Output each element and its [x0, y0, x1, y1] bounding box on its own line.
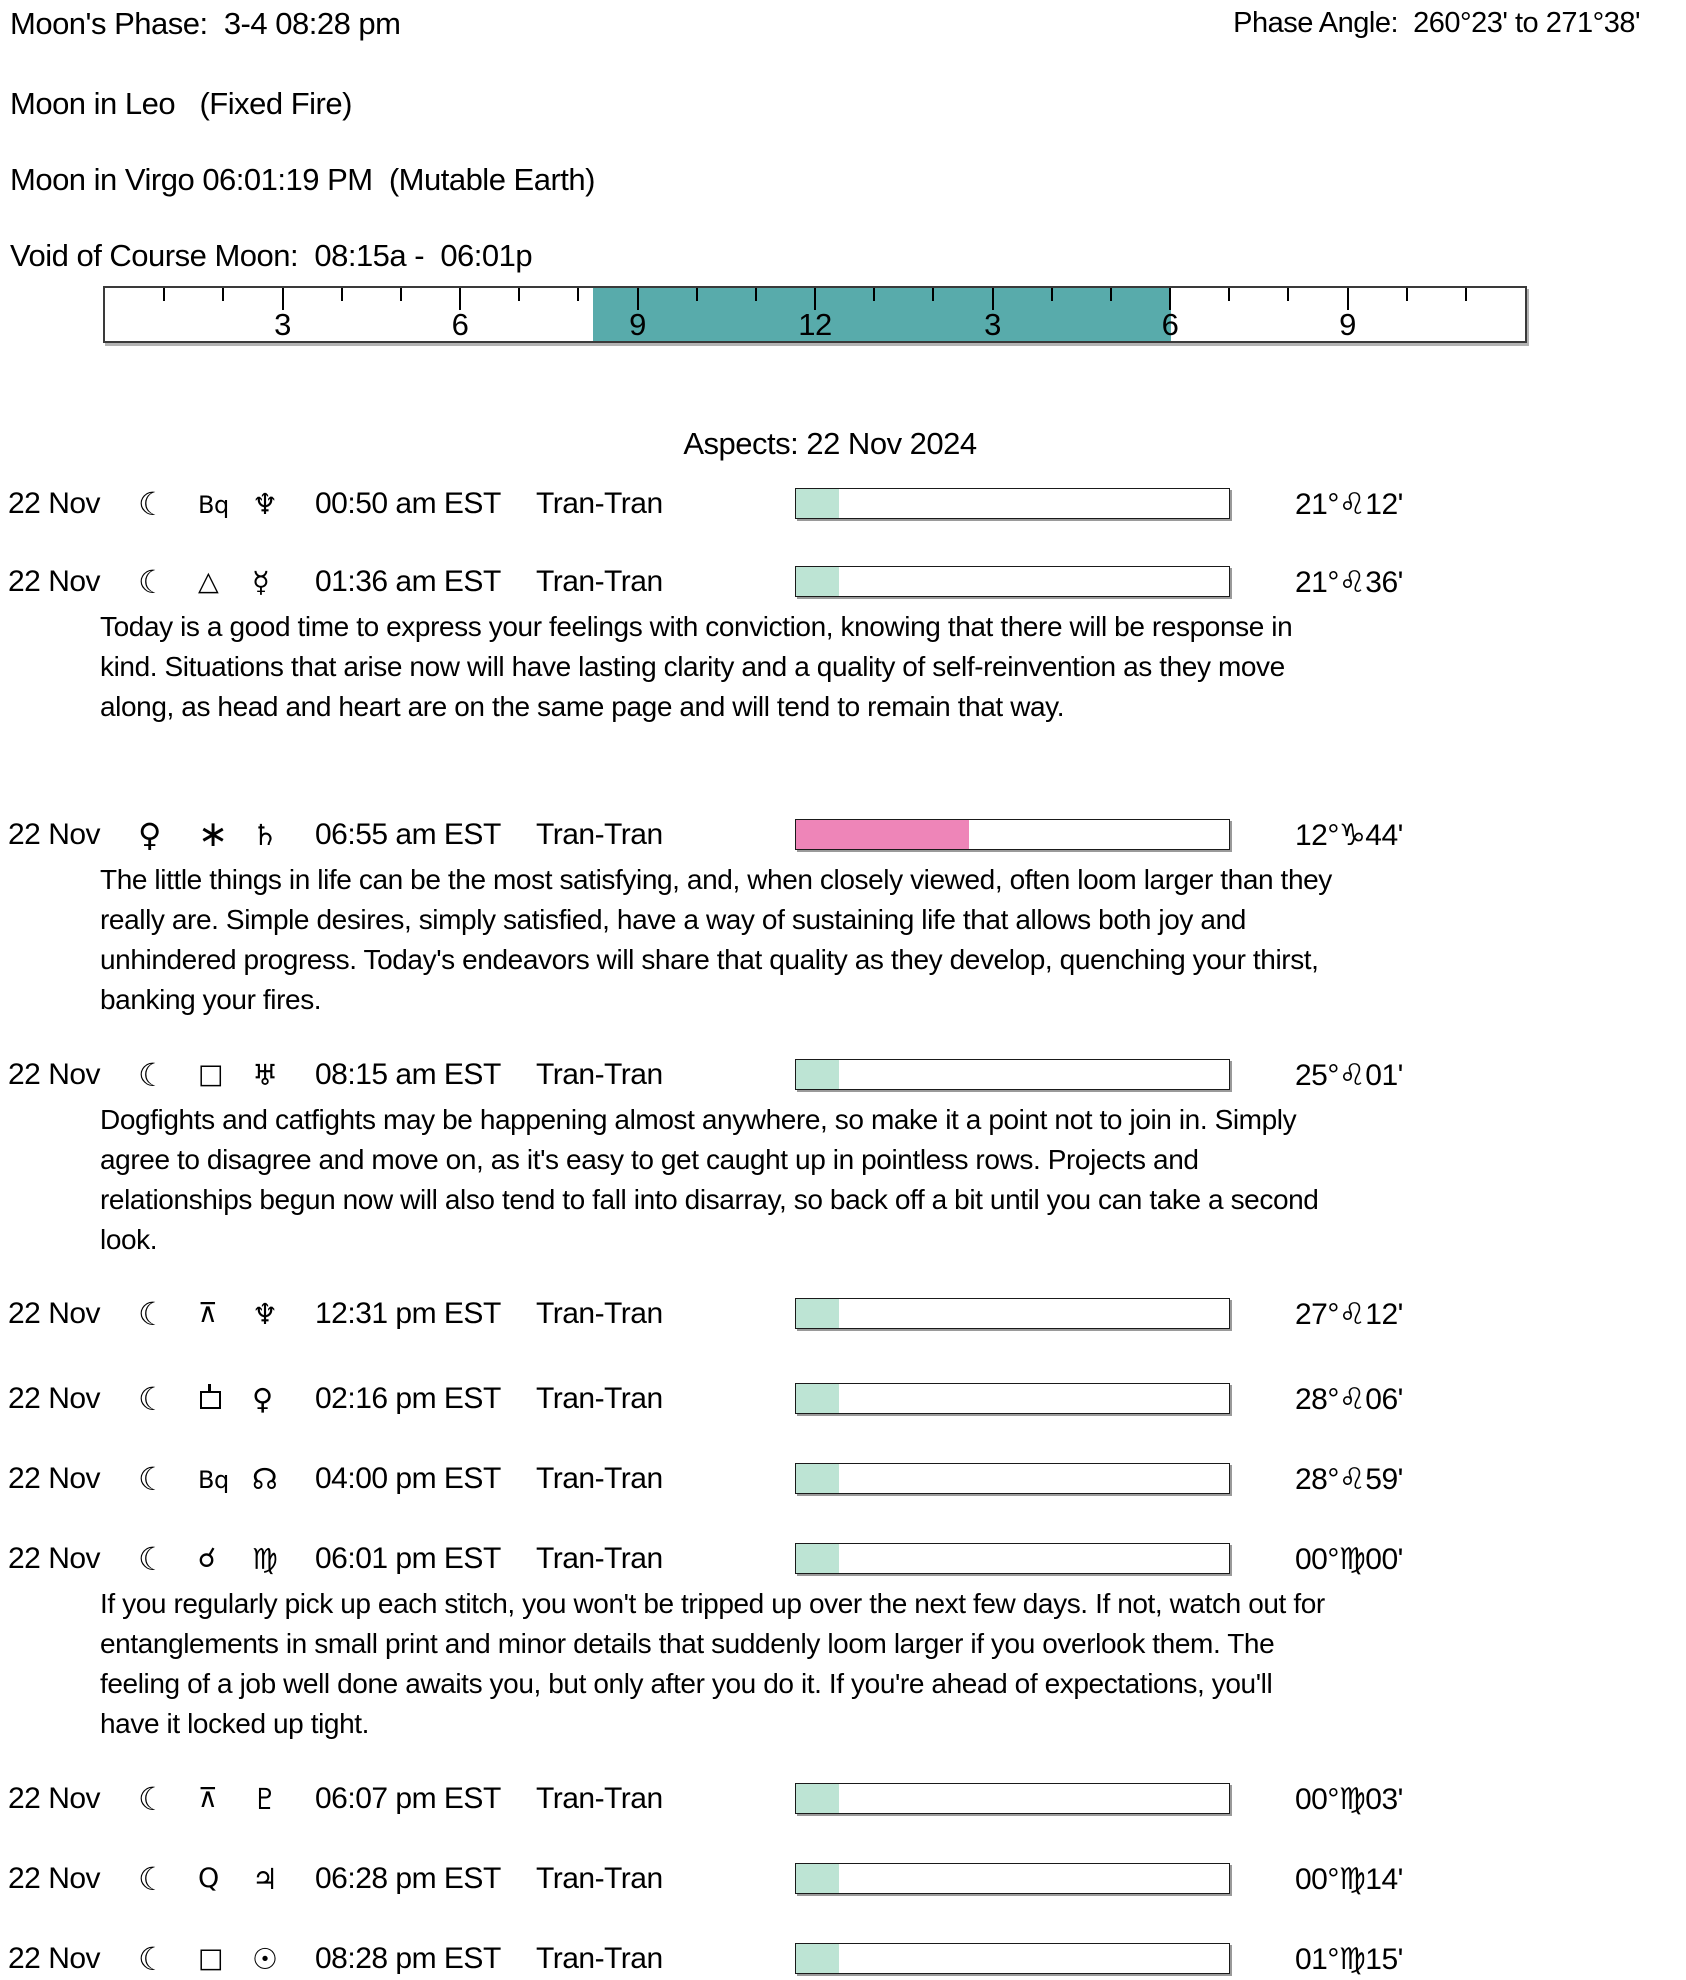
aspect-date: 22 Nov: [8, 1297, 101, 1330]
degree-value: 00°: [1295, 1863, 1339, 1896]
minute-value: 59': [1365, 1463, 1403, 1496]
aspect-row: [0, 1540, 1686, 1739]
aspect-date: 22 Nov: [8, 1782, 101, 1815]
quincunx-symbol: ⊼: [198, 1298, 218, 1329]
aspect-position: [1295, 1058, 1403, 1093]
degree-value: 00°: [1295, 1543, 1339, 1576]
minute-value: 44': [1365, 819, 1403, 852]
void-of-course-line: Void of Course Moon: 08:15a - 06:01p: [10, 238, 533, 273]
neptune-icon: ♆: [252, 1297, 278, 1331]
moons-phase-line: Moon's Phase: 3-4 08:28 pm: [10, 6, 401, 41]
venus-icon: ♀: [138, 816, 161, 854]
void-ruler: [103, 286, 1527, 343]
degree-value: 25°: [1295, 1059, 1339, 1092]
degree-value: 21°: [1295, 488, 1339, 521]
hour-tick: [577, 288, 579, 301]
degree-value: 12°: [1295, 819, 1339, 852]
aspects-title: Aspects: 22 Nov 2024: [683, 426, 977, 461]
aspect-date: 22 Nov: [8, 565, 101, 598]
virgo-icon: ♍: [252, 1542, 278, 1576]
orb-bar-fill: [796, 1060, 839, 1089]
leo-icon: ♌: [1338, 565, 1366, 600]
orb-bar: [795, 1783, 1230, 1814]
leo-icon: ♌: [1338, 1297, 1366, 1332]
leo-icon: ♌: [1338, 1382, 1366, 1417]
minute-value: 36': [1365, 566, 1403, 599]
biquintile-symbol: Bq: [198, 491, 229, 519]
moon-icon: ☾: [138, 1056, 167, 1094]
moon-icon: ☾: [138, 485, 167, 523]
hour-label: 3: [984, 307, 1001, 342]
aspect-row: [0, 1462, 1686, 1498]
hour-tick: [518, 288, 520, 301]
trine-symbol: △: [198, 566, 219, 597]
orb-bar: [795, 1943, 1230, 1974]
square-symbol: □: [198, 1943, 224, 1974]
square-symbol: □: [198, 1059, 224, 1090]
aspect-time: 06:28 pm EST: [315, 1862, 501, 1895]
minute-value: 00': [1365, 1543, 1403, 1576]
hour-label: 12: [798, 307, 832, 342]
degree-value: 28°: [1295, 1383, 1339, 1416]
minute-value: 15': [1365, 1943, 1403, 1976]
mercury-icon: ☿: [252, 565, 270, 599]
void-period-fill: [593, 288, 1171, 341]
aspect-row: [0, 1942, 1686, 1978]
degree-value: 21°: [1295, 566, 1339, 599]
aspect-type: Tran-Tran: [536, 1782, 663, 1815]
orb-bar-fill: [796, 820, 969, 849]
orb-bar-fill: [796, 489, 839, 518]
minute-value: 14': [1365, 1863, 1403, 1896]
hour-tick: [696, 288, 698, 301]
aspect-date: 22 Nov: [8, 1462, 101, 1495]
aspect-row: [0, 814, 1686, 1015]
aspect-position: [1295, 818, 1403, 853]
hour-tick: [163, 288, 165, 301]
aspect-type: Tran-Tran: [536, 565, 663, 598]
aspect-time: 06:01 pm EST: [315, 1542, 501, 1575]
aspect-type: Tran-Tran: [536, 1542, 663, 1575]
aspect-row: [0, 487, 1686, 523]
phase-angle-line: Phase Angle: 260°23' to 271°38': [1233, 7, 1640, 39]
orb-bar: [795, 1298, 1230, 1329]
hour-tick: [932, 288, 934, 301]
orb-bar-fill: [796, 1299, 839, 1328]
aspect-note: The little things in life can be the most satisfying, and, when closely viewed, often loom larger than they really are. Simple desires, simply satisfied, have a way of sustaining life that allows both joy and unhindered progress. Today's endeavors will share that quality as they develop, quenching your thirst, banking your fires.: [100, 864, 1332, 1015]
orb-bar: [795, 566, 1230, 597]
aspect-time: 06:07 pm EST: [315, 1782, 501, 1815]
minute-value: 12': [1365, 1298, 1403, 1331]
aspect-time: 06:55 am EST: [315, 818, 501, 851]
aspect-type: Tran-Tran: [536, 1058, 663, 1091]
hour-tick: [400, 288, 402, 301]
aspect-row: [0, 1056, 1686, 1255]
hour-tick: [1110, 288, 1112, 301]
virgo-icon: ♍: [1338, 1542, 1366, 1577]
moon-icon: ☾: [138, 1780, 167, 1818]
orb-bar: [795, 1463, 1230, 1494]
orb-bar-fill: [796, 1544, 839, 1573]
leo-icon: ♌: [1338, 1462, 1366, 1497]
moon-icon: ☾: [138, 563, 167, 601]
hour-label: 6: [1161, 307, 1179, 342]
aspect-time: 08:15 am EST: [315, 1058, 501, 1091]
aspect-row: [0, 563, 1686, 722]
hour-tick: [755, 288, 757, 301]
hour-tick: [873, 288, 875, 301]
aspect-row: [0, 1862, 1686, 1898]
uranus-icon: ♅: [252, 1058, 278, 1092]
sextile-symbol: ∗: [198, 814, 228, 855]
orb-bar-fill: [796, 1944, 839, 1973]
orb-bar-fill: [796, 1464, 839, 1493]
orb-bar: [795, 1059, 1230, 1090]
aspect-type: Tran-Tran: [536, 1462, 663, 1495]
aspect-type: Tran-Tran: [536, 487, 663, 520]
pluto-icon: ♇: [252, 1782, 278, 1816]
orb-bar-fill: [796, 1384, 839, 1413]
aspect-date: 22 Nov: [8, 1058, 101, 1091]
hour-tick: [222, 288, 224, 301]
orb-bar: [795, 819, 1230, 850]
moon-sign-next-line: Moon in Virgo 06:01:19 PM (Mutable Earth): [10, 162, 595, 197]
moon-icon: ☾: [138, 1540, 167, 1578]
sesquiquadrate-symbol: [200, 1391, 221, 1409]
virgo-icon: ♍: [1338, 1782, 1366, 1817]
aspect-date: 22 Nov: [8, 1862, 101, 1895]
aspect-date: 22 Nov: [8, 1942, 101, 1975]
hour-tick: [1228, 288, 1230, 301]
orb-bar: [795, 1383, 1230, 1414]
neptune-icon: ♆: [252, 487, 278, 521]
capricorn-icon: ♑: [1338, 818, 1366, 853]
hour-label: 6: [451, 307, 469, 342]
aspect-position: [1295, 565, 1403, 600]
aspect-note: Today is a good time to express your feelings with conviction, knowing that there will be response in kind. Situations that arise now will have lasting clarity and a quality of self-reinvention as they move along, as head and heart are on the same page and will tend to remain that way.: [100, 611, 1293, 722]
aspect-position: [1295, 1862, 1403, 1897]
aspect-time: 01:36 am EST: [315, 565, 501, 598]
aspect-type: Tran-Tran: [536, 1862, 663, 1895]
hour-tick: [1051, 288, 1053, 301]
venus-icon: ♀: [252, 1382, 273, 1416]
orb-bar-fill: [796, 567, 839, 596]
quintile-symbol: Q: [198, 1863, 219, 1894]
aspect-time: 02:16 pm EST: [315, 1382, 501, 1415]
sun-icon: ☉: [252, 1942, 278, 1976]
hour-label: 9: [1339, 307, 1356, 342]
aspect-time: 04:00 pm EST: [315, 1462, 501, 1495]
leo-icon: ♌: [1338, 1058, 1366, 1093]
degree-value: 28°: [1295, 1463, 1339, 1496]
hour-label: 9: [629, 307, 646, 342]
aspect-type: Tran-Tran: [536, 818, 663, 851]
minute-value: 03': [1365, 1783, 1403, 1816]
aspect-note: Dogfights and catfights may be happening almost anywhere, so make it a point not to join in. Simply agree to disagree and move on, as it's easy to get caught up in pointless rows. Projects and relationships begun now will also tend to fall into disarray, so back off a bit until you can take a second look.: [100, 1104, 1319, 1255]
degree-value: 01°: [1295, 1943, 1339, 1976]
aspect-date: 22 Nov: [8, 1382, 101, 1415]
leo-icon: ♌: [1338, 487, 1366, 522]
minute-value: 01': [1365, 1059, 1403, 1092]
orb-bar: [795, 1863, 1230, 1894]
aspect-time: 08:28 pm EST: [315, 1942, 501, 1975]
aspect-type: Tran-Tran: [536, 1297, 663, 1330]
quincunx-symbol: ⊼: [198, 1783, 218, 1814]
aspect-row: [0, 1382, 1686, 1418]
aspect-position: [1295, 1462, 1403, 1497]
aspect-position: [1295, 1382, 1403, 1417]
aspect-time: 00:50 am EST: [315, 487, 501, 520]
aspect-note: If you regularly pick up each stitch, you won't be tripped up over the next few days. If not, watch out for entanglements in small print and minor details that suddenly loom larger if you overlook them. The feeling of a job well done awaits you, but only after you do it. If you're ahead of expectations, you'll have it locked up tight.: [100, 1588, 1325, 1739]
aspect-date: 22 Nov: [8, 1542, 101, 1575]
orb-bar: [795, 1543, 1230, 1574]
aspect-position: [1295, 1542, 1403, 1577]
moon-icon: ☾: [138, 1860, 167, 1898]
aspect-time: 12:31 pm EST: [315, 1297, 501, 1330]
moon-icon: ☾: [138, 1380, 167, 1418]
aspect-position: [1295, 487, 1403, 522]
minute-value: 12': [1365, 488, 1403, 521]
biquintile-symbol: Bq: [198, 1466, 229, 1494]
aspect-type: Tran-Tran: [536, 1942, 663, 1975]
north-node-icon: ☊: [252, 1462, 278, 1496]
jupiter-icon: ♃: [252, 1862, 278, 1896]
moon-icon: ☾: [138, 1940, 167, 1978]
moon-sign-current-line: Moon in Leo (Fixed Fire): [10, 86, 352, 121]
conjunction-symbol: ☌: [198, 1543, 216, 1574]
orb-bar-fill: [796, 1784, 839, 1813]
virgo-icon: ♍: [1338, 1942, 1366, 1977]
aspect-row: [0, 1782, 1686, 1818]
hour-tick: [1465, 288, 1467, 301]
hour-tick: [341, 288, 343, 301]
saturn-icon: ♄: [252, 818, 278, 852]
aspect-position: [1295, 1782, 1403, 1817]
virgo-icon: ♍: [1338, 1862, 1366, 1897]
hour-tick: [1406, 288, 1408, 301]
minute-value: 06': [1365, 1383, 1403, 1416]
hour-label: 3: [274, 307, 291, 342]
aspect-type: Tran-Tran: [536, 1382, 663, 1415]
aspect-date: 22 Nov: [8, 818, 101, 851]
orb-bar-fill: [796, 1864, 839, 1893]
moon-icon: ☾: [138, 1460, 167, 1498]
degree-value: 27°: [1295, 1298, 1339, 1331]
moon-icon: ☾: [138, 1295, 167, 1333]
degree-value: 00°: [1295, 1783, 1339, 1816]
orb-bar: [795, 488, 1230, 519]
aspect-position: [1295, 1942, 1403, 1977]
hour-tick: [1287, 288, 1289, 301]
aspect-position: [1295, 1297, 1403, 1332]
aspect-date: 22 Nov: [8, 487, 101, 520]
aspect-row: [0, 1297, 1686, 1333]
